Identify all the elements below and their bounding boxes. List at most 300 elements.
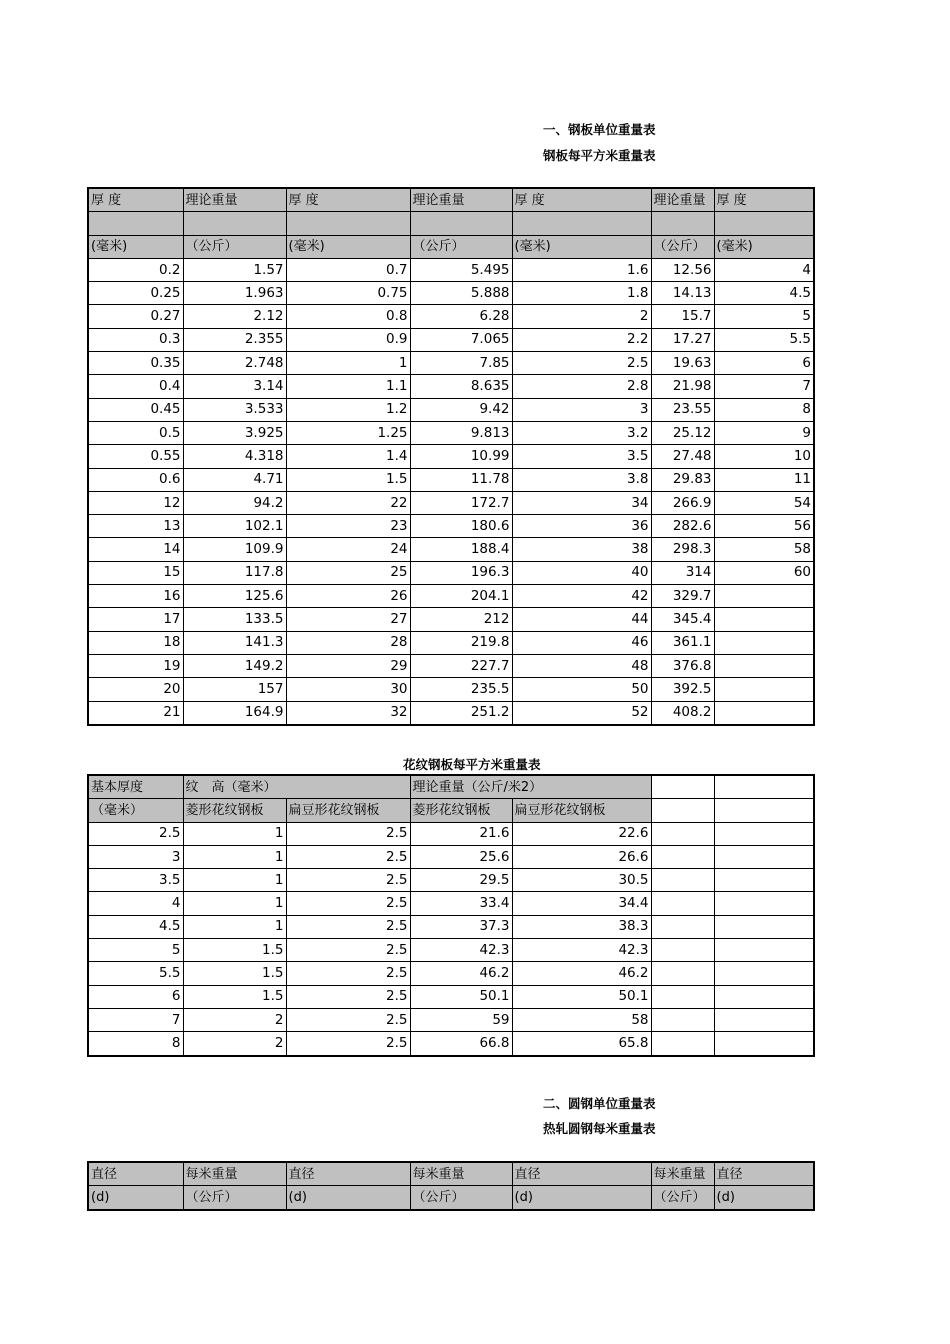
table-cell: 21.6 [410,822,512,845]
table-row [88,1008,814,1031]
table-row [88,939,814,962]
header-cell: 厚 度 [286,188,410,212]
table-cell: 50.1 [410,985,512,1008]
table-cell: 7.85 [410,352,512,375]
table-cell: 52 [512,701,651,725]
table-cell: 102.1 [183,515,286,538]
table-cell: 8 [714,398,814,421]
table-cell: 34.4 [512,892,651,915]
table-row [88,631,814,654]
table-cell: 141.3 [183,631,286,654]
table-row [88,985,814,1008]
empty-cell [714,985,814,1008]
table-cell: 7 [714,375,814,398]
table-cell: 3 [512,398,651,421]
table-cell: 4.71 [183,468,286,491]
empty-cell [651,985,714,1008]
table-cell: 1.4 [286,445,410,468]
table-cell: 2.355 [183,328,286,351]
header-cell [183,212,286,235]
empty-cell [714,915,814,938]
table-cell: 5.495 [410,258,512,281]
table-cell: 125.6 [183,585,286,608]
table-cell: 9 [714,421,814,444]
table-row [88,305,814,328]
table-cell: 1.25 [286,421,410,444]
table-cell: 2.5 [286,962,410,985]
table-cell: 3.5 [512,445,651,468]
table-cell: 14 [88,538,183,561]
round-steel-weight-table [87,1161,815,1211]
empty-cell [714,892,814,915]
table-cell: 2.5 [88,822,183,845]
table-cell [714,585,814,608]
table-cell: 2.8 [512,375,651,398]
table-cell: 24 [286,538,410,561]
table-cell: 1.8 [512,282,651,305]
table-cell: 2.5 [286,869,410,892]
table-row [88,869,814,892]
table-row [88,585,814,608]
table-cell: 14.13 [651,282,714,305]
table-cell: 42.3 [512,939,651,962]
table-cell: 1 [183,845,286,868]
header-cell: (毫米) [512,235,651,258]
header-cell: 纹 高（毫米） [183,775,410,799]
table-cell: 3.8 [512,468,651,491]
table-cell: 6.28 [410,305,512,328]
header-cell: (d) [714,1186,814,1210]
header-cell: 直径 [88,1162,183,1186]
table-cell: 46 [512,631,651,654]
checkered-plate-weight-table [87,774,815,1057]
table-cell: 21 [88,701,183,725]
table-cell: 1.963 [183,282,286,305]
table-cell: 1.6 [512,258,651,281]
header-cell: 每米重量 [410,1162,512,1186]
table-cell: 1.1 [286,375,410,398]
table-cell: 10 [714,445,814,468]
table-cell: 5.888 [410,282,512,305]
table-row [88,654,814,677]
table-cell: 1.5 [286,468,410,491]
table-cell: 2.5 [286,892,410,915]
table-cell: 212 [410,608,512,631]
table-cell: 11 [714,468,814,491]
header-cell: 厚 度 [88,188,183,212]
section1-title: 一、钢板单位重量表 [543,122,656,137]
header-cell: (d) [286,1186,410,1210]
table-cell: 22 [286,491,410,514]
table-cell: 219.8 [410,631,512,654]
table-cell: 23.55 [651,398,714,421]
empty-cell [714,869,814,892]
header-cell: (毫米) [88,235,183,258]
table-cell: 0.75 [286,282,410,305]
table-cell: 196.3 [410,561,512,584]
header-cell: 每米重量 [183,1162,286,1186]
header-cell: 菱形花纹钢板 [410,799,512,822]
table-cell: 266.9 [651,491,714,514]
table-cell: 6 [714,352,814,375]
table-cell: 5 [88,939,183,962]
table-cell: 3.533 [183,398,286,421]
header-cell: 理论重量（公斤/米2） [410,775,651,799]
header-cell: 基本厚度 [88,775,183,799]
empty-cell [651,915,714,938]
table-cell: 1 [286,352,410,375]
table-cell: 46.2 [512,962,651,985]
header-cell: (d) [88,1186,183,1210]
table-cell: 66.8 [410,1032,512,1056]
table-cell: 2.5 [286,1032,410,1056]
table-cell: 28 [286,631,410,654]
table-cell: 25 [286,561,410,584]
table-cell: 29 [286,654,410,677]
table-cell: 5.5 [714,328,814,351]
empty-cell [651,799,714,822]
table-cell: 1.5 [183,985,286,1008]
table-row [88,352,814,375]
table-cell: 0.35 [88,352,183,375]
table-cell: 188.4 [410,538,512,561]
table-cell: 3 [88,845,183,868]
table-cell: 180.6 [410,515,512,538]
table-cell: 36 [512,515,651,538]
section1-subtitle: 钢板每平方米重量表 [543,148,656,163]
table-cell: 23 [286,515,410,538]
table-row [88,258,814,281]
table-cell: 6 [88,985,183,1008]
table-cell: 1 [183,892,286,915]
table-cell: 2.5 [286,822,410,845]
header-cell: （公斤） [410,235,512,258]
section3-title: 二、圆钢单位重量表 [543,1096,656,1111]
section2-title: 花纹钢板每平方米重量表 [403,757,541,772]
table-cell [714,631,814,654]
header-cell: 扁豆形花纹钢板 [286,799,410,822]
table-cell: 17.27 [651,328,714,351]
table-cell: 361.1 [651,631,714,654]
header-cell [286,212,410,235]
table-cell: 0.45 [88,398,183,421]
table-cell: 2.5 [512,352,651,375]
table-cell [714,608,814,631]
table-cell: 17 [88,608,183,631]
table-row [88,491,814,514]
empty-cell [651,962,714,985]
table-cell: 40 [512,561,651,584]
empty-cell [714,1008,814,1031]
table-cell: 9.42 [410,398,512,421]
steel-plate-weight-table [87,187,815,726]
table-cell: 50.1 [512,985,651,1008]
table-cell: 2.5 [286,915,410,938]
header-cell [714,212,814,235]
empty-cell [714,845,814,868]
table-row [88,398,814,421]
header-row [88,235,814,258]
table-cell: 0.8 [286,305,410,328]
table-cell: 1 [183,869,286,892]
table-cell: 0.6 [88,468,183,491]
header-row [88,1162,814,1186]
empty-cell [714,939,814,962]
table-cell: 38.3 [512,915,651,938]
table-cell: 2.2 [512,328,651,351]
table-cell: 0.27 [88,305,183,328]
table-cell: 3.925 [183,421,286,444]
table-cell: 27 [286,608,410,631]
header-cell [651,212,714,235]
table-cell: 0.3 [88,328,183,351]
table-cell [714,678,814,701]
header-row [88,212,814,235]
table-cell: 0.55 [88,445,183,468]
header-cell [410,212,512,235]
table-row [88,421,814,444]
table-cell: 37.3 [410,915,512,938]
table-cell: 3.14 [183,375,286,398]
empty-cell [651,939,714,962]
header-cell: （公斤） [183,235,286,258]
table-cell: 4.5 [714,282,814,305]
table-cell: 5.5 [88,962,183,985]
table-cell: 59 [410,1008,512,1031]
table-cell: 2.5 [286,939,410,962]
header-cell: （毫米） [88,799,183,822]
empty-cell [651,892,714,915]
table-cell: 30.5 [512,869,651,892]
header-cell: 每米重量 [651,1162,714,1186]
table-cell: 392.5 [651,678,714,701]
table-cell: 133.5 [183,608,286,631]
header-cell: 直径 [286,1162,410,1186]
table-cell: 29.5 [410,869,512,892]
table-cell [714,701,814,725]
table-cell: 2.12 [183,305,286,328]
header-cell: （公斤） [410,1186,512,1210]
table-cell: 204.1 [410,585,512,608]
header-cell: 直径 [512,1162,651,1186]
table-cell: 7 [88,1008,183,1031]
table-cell: 38 [512,538,651,561]
table-cell: 117.8 [183,561,286,584]
empty-cell [714,775,814,799]
table-cell: 34 [512,491,651,514]
table-cell: 12.56 [651,258,714,281]
table-row [88,515,814,538]
table-cell: 3.5 [88,869,183,892]
table-cell: 48 [512,654,651,677]
table-cell: 56 [714,515,814,538]
table-cell: 58 [512,1008,651,1031]
table-row [88,678,814,701]
table-cell: 50 [512,678,651,701]
table-cell: 29.83 [651,468,714,491]
table-cell: 1.57 [183,258,286,281]
table-cell: 58 [714,538,814,561]
table-cell: 251.2 [410,701,512,725]
table-cell: 19.63 [651,352,714,375]
table-cell: 0.25 [88,282,183,305]
header-cell: (d) [512,1186,651,1210]
table-cell: 26 [286,585,410,608]
header-cell: (毫米) [714,235,814,258]
table-cell: 2.5 [286,1008,410,1031]
header-cell: 厚 度 [512,188,651,212]
table-cell: 15 [88,561,183,584]
empty-cell [651,775,714,799]
table-cell: 164.9 [183,701,286,725]
table-cell: 19 [88,654,183,677]
table-cell: 25.12 [651,421,714,444]
table-cell: 2.5 [286,845,410,868]
table-row [88,468,814,491]
table-cell: 42 [512,585,651,608]
table-cell: 16 [88,585,183,608]
table-cell: 10.99 [410,445,512,468]
table-cell: 44 [512,608,651,631]
table-row [88,701,814,725]
table-cell: 172.7 [410,491,512,514]
header-cell: 理论重量 [183,188,286,212]
table-cell: 1 [183,915,286,938]
table-cell: 60 [714,561,814,584]
header-cell: 菱形花纹钢板 [183,799,286,822]
table-cell [714,654,814,677]
table-row [88,328,814,351]
table-cell: 0.7 [286,258,410,281]
header-cell: 厚 度 [714,188,814,212]
table-cell: 26.6 [512,845,651,868]
table-cell: 11.78 [410,468,512,491]
section3-subtitle: 热轧圆钢每米重量表 [543,1121,656,1136]
table-cell: 109.9 [183,538,286,561]
table-row [88,845,814,868]
table-cell: 2.5 [286,985,410,1008]
table-row [88,962,814,985]
table-row [88,892,814,915]
table-cell: 0.5 [88,421,183,444]
table-cell: 22.6 [512,822,651,845]
table-cell: 157 [183,678,286,701]
table-cell: 2.748 [183,352,286,375]
table-cell: 15.7 [651,305,714,328]
table-cell: 9.813 [410,421,512,444]
table-cell: 345.4 [651,608,714,631]
table-cell: 21.98 [651,375,714,398]
header-cell: （公斤） [183,1186,286,1210]
table-row [88,608,814,631]
table-cell: 33.4 [410,892,512,915]
table-cell: 7.065 [410,328,512,351]
table-cell: 94.2 [183,491,286,514]
header-cell: （公斤） [651,235,714,258]
header-row [88,799,814,822]
table-cell: 46.2 [410,962,512,985]
table-row [88,915,814,938]
header-cell: 理论重量 [410,188,512,212]
header-cell [88,212,183,235]
empty-cell [714,962,814,985]
table-cell: 2 [512,305,651,328]
table-cell: 25.6 [410,845,512,868]
table-cell: 298.3 [651,538,714,561]
header-cell: 直径 [714,1162,814,1186]
table-cell: 0.9 [286,328,410,351]
table-cell: 227.7 [410,654,512,677]
header-row [88,1186,814,1210]
table-cell: 4 [88,892,183,915]
header-cell: (毫米) [286,235,410,258]
table-cell: 54 [714,491,814,514]
table-row [88,375,814,398]
table-cell: 1.2 [286,398,410,421]
table-cell: 0.2 [88,258,183,281]
header-row [88,188,814,212]
table-cell: 20 [88,678,183,701]
table-cell: 30 [286,678,410,701]
table-cell: 2 [183,1032,286,1056]
table-row [88,445,814,468]
header-cell: （公斤） [651,1186,714,1210]
table-cell: 13 [88,515,183,538]
table-cell: 2 [183,1008,286,1031]
table-row [88,282,814,305]
table-cell: 12 [88,491,183,514]
table-cell: 32 [286,701,410,725]
table-cell: 0.4 [88,375,183,398]
empty-cell [651,869,714,892]
table-cell: 27.48 [651,445,714,468]
empty-cell [651,845,714,868]
header-cell [512,212,651,235]
empty-cell [714,822,814,845]
table-cell: 8.635 [410,375,512,398]
table-cell: 1.5 [183,939,286,962]
header-cell: 扁豆形花纹钢板 [512,799,651,822]
table-cell: 408.2 [651,701,714,725]
empty-cell [714,799,814,822]
table-cell: 4.318 [183,445,286,468]
table-row [88,561,814,584]
table-cell: 4.5 [88,915,183,938]
table-cell: 42.3 [410,939,512,962]
table-row [88,538,814,561]
table-cell: 18 [88,631,183,654]
table-cell: 1.5 [183,962,286,985]
table-row [88,1032,814,1056]
empty-cell [714,1032,814,1056]
table-cell: 5 [714,305,814,328]
table-cell: 329.7 [651,585,714,608]
table-cell: 1 [183,822,286,845]
table-cell: 235.5 [410,678,512,701]
table-cell: 8 [88,1032,183,1056]
table-cell: 282.6 [651,515,714,538]
empty-cell [651,1032,714,1056]
table-cell: 149.2 [183,654,286,677]
table-cell: 314 [651,561,714,584]
header-row [88,775,814,799]
table-cell: 4 [714,258,814,281]
empty-cell [651,822,714,845]
table-cell: 3.2 [512,421,651,444]
table-cell: 65.8 [512,1032,651,1056]
table-row [88,822,814,845]
empty-cell [651,1008,714,1031]
